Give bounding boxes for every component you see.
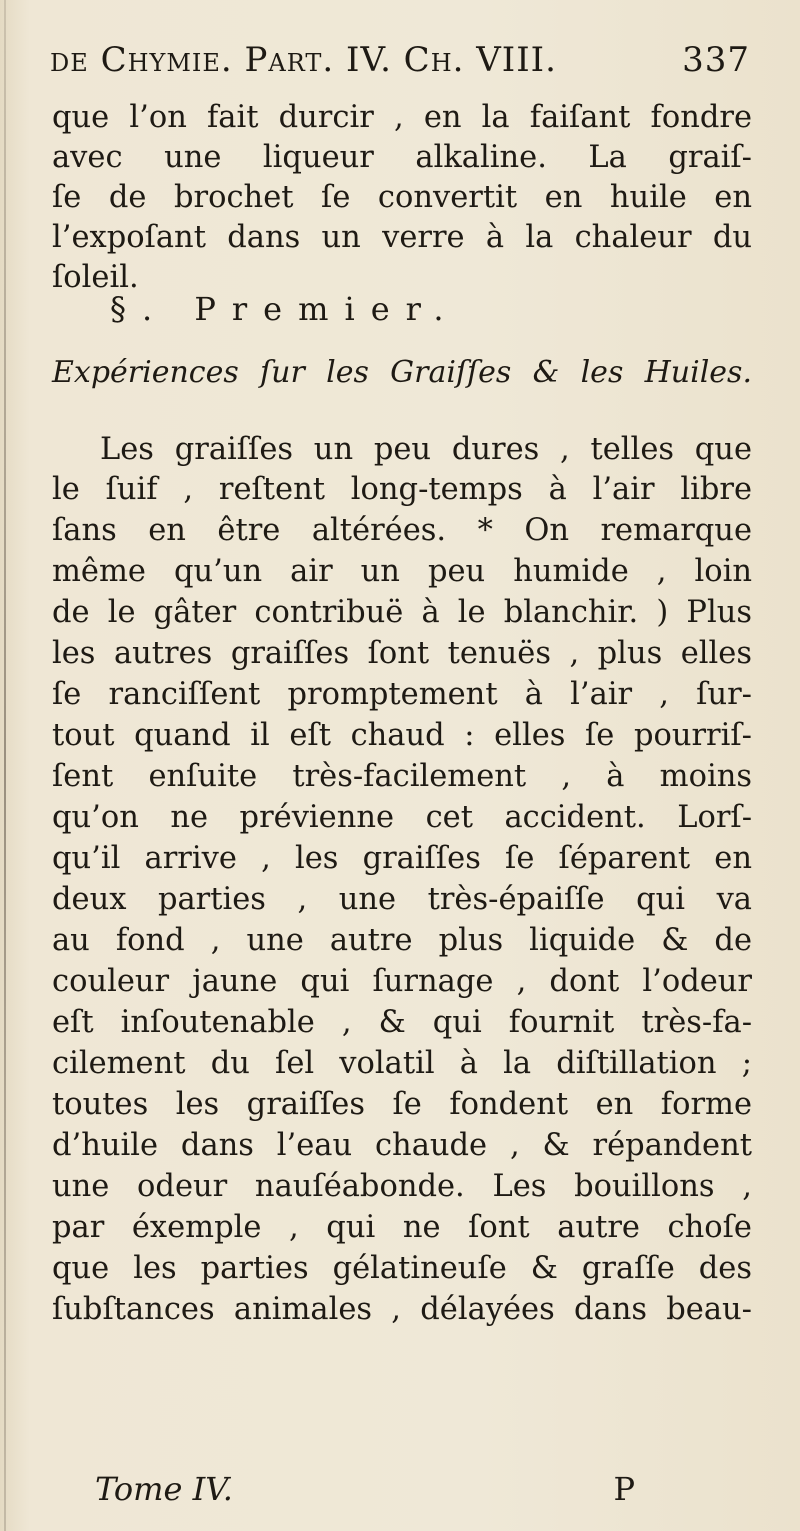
page-number: 337: [682, 40, 750, 80]
running-header: [50, 40, 750, 90]
text-line: couleur jaune qui ſurnage , dont l’odeur: [52, 964, 752, 999]
text-line: ſoleil.: [52, 260, 139, 295]
page-footer: [95, 1470, 635, 1514]
text-line: tout quand il eſt chaud : elles ſe pourriſ-: [52, 718, 752, 753]
text-line: cilement du ſel volatil à la diſtillation ;: [52, 1046, 752, 1081]
text-line: avec une liqueur alkaline. La graiſ-: [52, 140, 752, 175]
text-line: même qu’un air un peu humide , loin: [52, 554, 752, 589]
text-line: d’huile dans l’eau chaude , & répandent: [52, 1128, 752, 1163]
signature-mark: P: [613, 1470, 635, 1508]
text-line: qu’on ne prévienne cet accident. Lorſ-: [52, 800, 752, 835]
running-title: de Chymie. Part. IV. Ch. VIII.: [50, 40, 557, 80]
text-line: ſe ranciſſent promptement à l’air , ſur-: [52, 677, 752, 712]
text-line: deux parties , une très-épaiſſe qui va: [52, 882, 752, 917]
text-line: ſe de brochet ſe convertit en huile en: [52, 180, 752, 215]
text-line: ſubſtances animales , délayées dans beau-: [52, 1292, 752, 1327]
text-line: les autres graiſſes ſont tenuës , plus elles: [52, 636, 752, 671]
text-line: toutes les graiſſes ſe fondent en forme: [52, 1087, 752, 1122]
text-line: que les parties gélatineuſe & graſſe des: [52, 1251, 752, 1286]
text-line: eſt inſoutenable , & qui fournit très-fa-: [52, 1005, 752, 1040]
section-subtitle: Expériences ſur les Graiſſes & les Huiles.: [52, 355, 752, 390]
tome-label: Tome IV.: [95, 1470, 233, 1508]
text-line: l’expoſant dans un verre à la chaleur du: [52, 220, 752, 255]
text-line: Les graiſſes un peu dures , telles que: [100, 432, 752, 467]
text-line: que l’on fait durcir , en la faiſant fondre: [52, 100, 752, 135]
section-heading: §. Premier.: [110, 290, 460, 328]
page-gutter: [4, 0, 6, 1531]
text-line: ſent enſuite très-facilement , à moins: [52, 759, 752, 794]
text-line: une odeur nauſéabonde. Les bouillons ,: [52, 1169, 752, 1204]
text-line: le ſuif , reſtent long-temps à l’air libre: [52, 472, 752, 507]
text-line: par éxemple , qui ne ſont autre choſe: [52, 1210, 752, 1245]
text-line: de le gâter contribuë à le blanchir. ) Plus: [52, 595, 752, 630]
text-line: au fond , une autre plus liquide & de: [52, 923, 752, 958]
text-line: qu’il arrive , les graiſſes ſe ſéparent en: [52, 841, 752, 876]
text-line: ſans en être altérées. * On remarque: [52, 513, 752, 548]
